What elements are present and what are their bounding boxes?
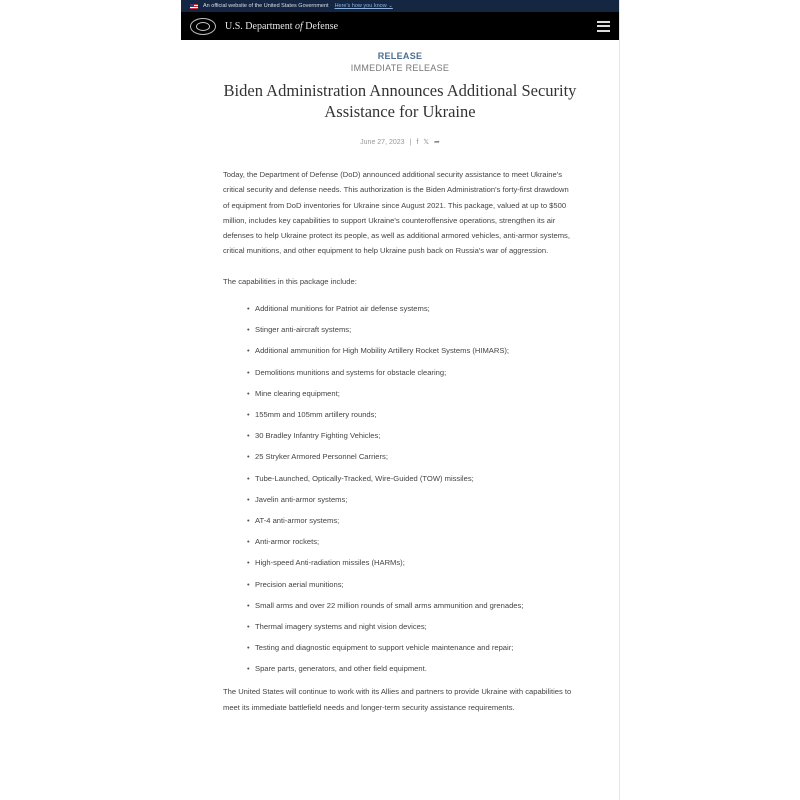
list-item: • 155mm and 105mm artillery rounds;: [247, 409, 537, 421]
lede-paragraph: Today, the Department of Defense (DoD) announced additional security assistance to meet Ukraine's critical security and defense needs. This authorization is the Biden Administration's forty-first drawdown of equipment from DoD inventories for Ukraine since August 2021. This package, valued at up to $500 million, includes key capabilities to support Ukraine's counteroffensive operations, strengthen its air defenses to help Ukraine protect its people, as well as additional armored vehicles, anti-armor systems, critical munitions, and other equipment to help Ukraine push back on Russia's war of aggression.: [223, 170, 570, 256]
share-icon[interactable]: ➦: [433, 139, 440, 146]
capabilities-list: [223, 303, 537, 675]
navbar: [181, 12, 619, 40]
heres-how-you-know-link[interactable]: Here's how you know ⌄: [334, 3, 393, 9]
list-item: • Javelin anti-armor systems;: [247, 494, 537, 506]
closing-paragraph: The United States will continue to work with its Allies and partners to provide Ukraine with capabilities to meet its immediate battlefield needs and longer-term security assistance requirements.: [223, 687, 572, 712]
list-item: • High-speed Anti-radiation missiles (HARMs);: [247, 557, 537, 569]
facebook-icon[interactable]: f: [416, 138, 419, 146]
site-title[interactable]: [225, 21, 338, 32]
site-title-part: U.S. Department: [225, 20, 295, 32]
site-title-part: Defense: [302, 20, 339, 32]
release-kicker: RELEASE: [377, 51, 423, 61]
list-item: • Additional munitions for Patriot air defense systems;: [247, 303, 537, 315]
dod-seal-logo[interactable]: [190, 18, 216, 35]
immediate-release-label: IMMEDIATE RELEASE: [350, 63, 450, 73]
page: [181, 0, 620, 800]
list-item: • Mine clearing equipment;: [247, 388, 537, 400]
meta-separator: |: [409, 138, 412, 146]
list-item: • Demolitions munitions and systems for obstacle clearing;: [247, 367, 537, 379]
article: [181, 51, 619, 715]
article-meta: [223, 138, 577, 146]
publish-date: June 27, 2023: [360, 138, 405, 146]
hamburger-menu-button[interactable]: [597, 21, 610, 32]
list-item: • Additional ammunition for High Mobility Artillery Rocket Systems (HIMARS);: [247, 345, 537, 357]
list-item: • Testing and diagnostic equipment to support vehicle maintenance and repair;: [247, 642, 537, 654]
list-item: • 30 Bradley Infantry Fighting Vehicles;: [247, 430, 537, 442]
capabilities-intro: The capabilities in this package include:: [223, 276, 357, 286]
list-item: • Precision aerial munitions;: [247, 579, 537, 591]
hamburger-icon-bar: [597, 25, 610, 27]
hamburger-icon-bar: [597, 21, 610, 23]
list-item: • Anti-armor rockets;: [247, 536, 537, 548]
list-item: • Spare parts, generators, and other field equipment.: [247, 663, 537, 675]
list-item: • Tube-Launched, Optically-Tracked, Wire-Guided (TOW) missiles;: [247, 473, 537, 485]
site-title-of: of: [295, 20, 303, 32]
gov-banner: [181, 0, 619, 12]
list-item: • Thermal imagery systems and night vision devices;: [247, 621, 537, 633]
twitter-icon[interactable]: 𝕏: [423, 139, 429, 146]
list-item: • 25 Stryker Armored Personnel Carriers;: [247, 451, 537, 463]
list-item: • Small arms and over 22 million rounds of small arms ammunition and grenades;: [247, 600, 537, 612]
list-item: • Stinger anti-aircraft systems;: [247, 324, 537, 336]
hamburger-icon-bar: [597, 30, 610, 32]
article-title: Biden Administration Announces Additional Security Assistance for Ukraine: [223, 81, 577, 121]
us-flag-icon: [190, 4, 198, 9]
list-item: • AT-4 anti-armor systems;: [247, 515, 537, 527]
gov-banner-text: An official website of the United States Government: [203, 3, 329, 9]
pentagon-icon: [196, 22, 210, 31]
